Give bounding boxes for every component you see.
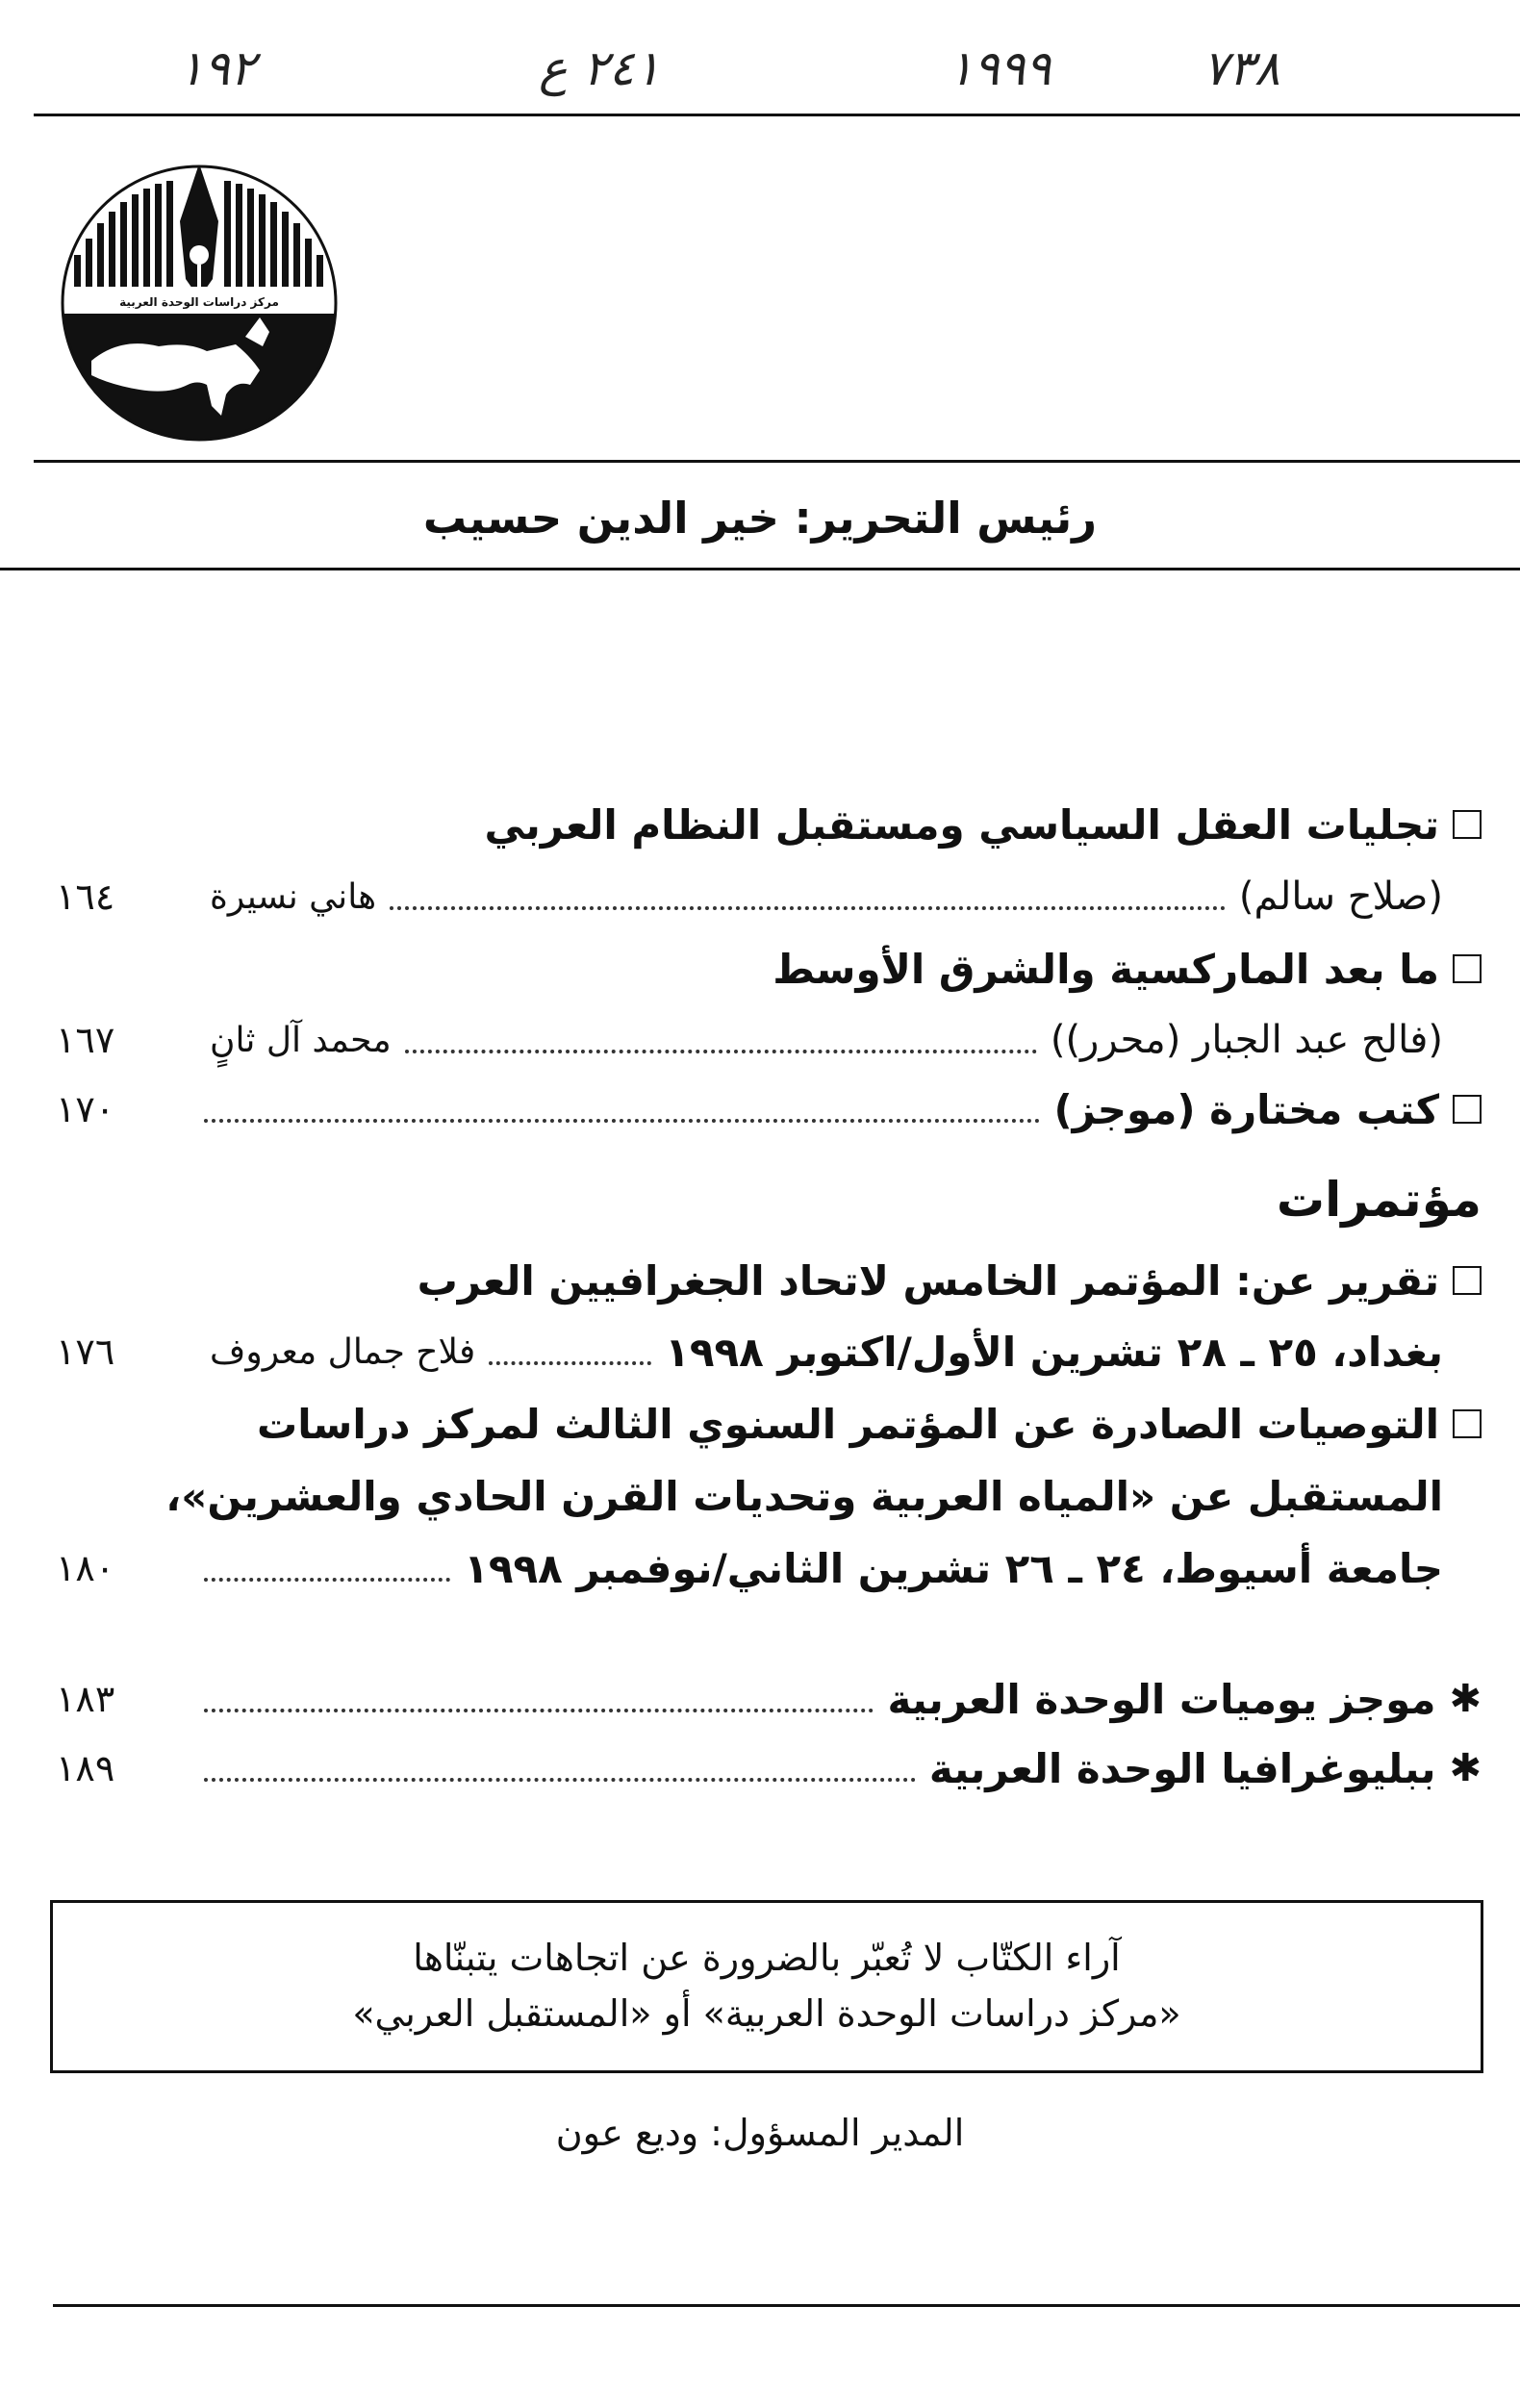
toc-entry-subtitle-line [56, 1462, 1482, 1530]
disclaimer-line-1: آراء الكتّاب لا تُعبّر بالضرورة عن اتجاهات يتبنّاها [413, 1937, 1121, 1979]
handwritten-note-4: ٧٣٨ [1203, 40, 1280, 96]
entry-title: تقرير عن: المؤتمر الخامس لاتحاد الجغرافيين العرب [417, 1256, 1439, 1305]
leader-dots [204, 1578, 450, 1582]
entry-subtitle: المستقبل عن «المياه العربية وتحديات القرن الحادي والعشرين»، [165, 1472, 1443, 1520]
entry-title: موجز يوميات الوحدة العربية [887, 1675, 1436, 1723]
entry-title: تجليات العقل السياسي ومستقبل النظام العربي [484, 800, 1439, 849]
leader-dots [204, 1119, 1040, 1123]
top-rule [34, 114, 1520, 116]
checkbox-icon [1453, 1266, 1482, 1295]
header-rule-bottom [0, 568, 1520, 570]
toc-entry-line[interactable] [56, 1006, 1482, 1074]
toc-entry-line[interactable] [56, 1318, 1482, 1385]
entry-page: ١٦٧ [56, 1019, 115, 1061]
entry-page: ١٧٠ [56, 1088, 115, 1130]
entry-title: التوصيات الصادرة عن المؤتمر السنوي الثالث لمركز دراسات [257, 1400, 1439, 1448]
section-title-conferences: مؤتمرات [1276, 1172, 1482, 1228]
entry-author: فلاح جمال معروف [210, 1331, 476, 1372]
entry-subtitle: (فالح عبد الجبار (محرر)) [1050, 1018, 1443, 1062]
entry-title: كتب مختارة (موجز) [1053, 1085, 1439, 1133]
entry-title: ما بعد الماركسية والشرق الأوسط [773, 945, 1439, 993]
managing-director: المدير المسؤول: وديع عون [555, 2112, 965, 2154]
leader-dots [204, 1778, 916, 1782]
disclaimer-line-2: «مركز دراسات الوحدة العربية» أو «المستقبل العربي» [352, 1992, 1181, 2035]
entry-subtitle: جامعة أسيوط، ٢٤ ـ ٢٦ تشرين الثاني/نوفمبر ١٩٩٨ [464, 1544, 1443, 1592]
toc-entry-title[interactable] [56, 791, 1482, 858]
header-rule-top [34, 460, 1520, 463]
checkbox-icon [1453, 954, 1482, 983]
asterisk-icon: ✱ [1449, 1746, 1482, 1790]
entry-page: ١٨٩ [56, 1747, 115, 1789]
entry-page: ١٧٦ [56, 1331, 115, 1373]
toc-entry-line[interactable] [56, 1534, 1482, 1602]
editor-in-chief: رئيس التحرير: خير الدين حسيب [422, 493, 1098, 544]
toc-entry-line[interactable] [56, 1735, 1482, 1802]
entry-title: ببليوغرافيا الوحدة العربية [928, 1744, 1436, 1792]
leader-dots [489, 1361, 651, 1365]
entry-subtitle: (صلاح سالم) [1238, 874, 1443, 919]
entry-author: هاني نسيرة [210, 876, 377, 917]
entry-subtitle: بغداد، ٢٥ ـ ٢٨ تشرين الأول/اكتوبر ١٩٩٨ [665, 1328, 1443, 1376]
asterisk-icon: ✱ [1449, 1677, 1482, 1721]
leader-dots [204, 1709, 874, 1712]
bottom-rule [53, 2304, 1520, 2307]
toc-entry-line[interactable] [56, 863, 1482, 930]
checkbox-icon [1453, 1095, 1482, 1124]
toc-entry-line[interactable] [56, 1665, 1482, 1733]
center-logo [53, 154, 346, 443]
toc-entry-title[interactable] [56, 1247, 1482, 1314]
handwritten-note-3: ١٩٩٩ [948, 40, 1051, 96]
handwritten-note-2: ٢٤١ ع [539, 40, 661, 96]
entry-author: محمد آل ثانٍ [210, 1020, 392, 1060]
leader-dots [390, 906, 1226, 910]
toc-entry-title[interactable] [56, 935, 1482, 1002]
disclaimer-box [50, 1900, 1483, 2073]
handwritten-note-1: ١٩٢ [178, 40, 256, 96]
checkbox-icon [1453, 810, 1482, 839]
toc-entry-line[interactable] [56, 1076, 1482, 1143]
entry-page: ١٨٣ [56, 1678, 115, 1720]
entry-page: ١٨٠ [56, 1547, 115, 1589]
entry-page: ١٦٤ [56, 875, 115, 918]
checkbox-icon [1453, 1409, 1482, 1438]
toc-entry-title[interactable] [56, 1390, 1482, 1457]
leader-dots [405, 1050, 1037, 1053]
logo-emblem-icon [53, 154, 346, 443]
logo-text: مركز دراسات الوحدة العربية [119, 295, 279, 309]
